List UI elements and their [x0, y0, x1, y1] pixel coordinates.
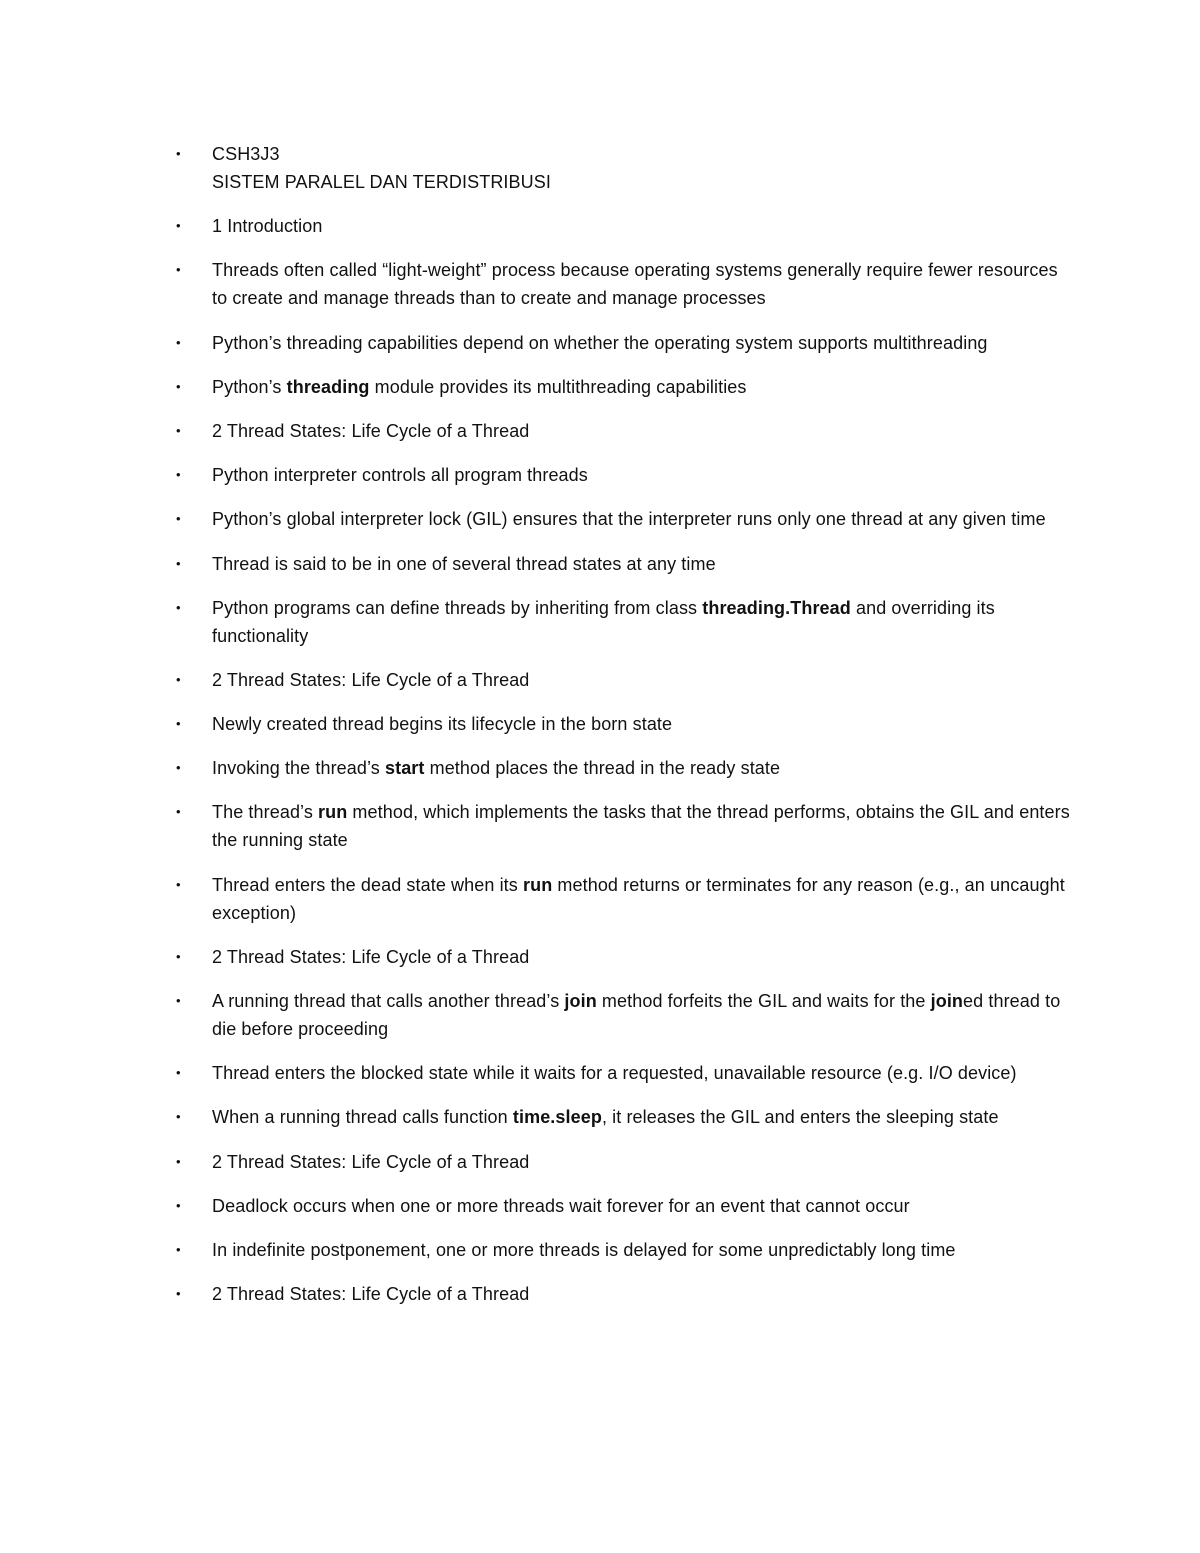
text-line	[212, 754, 1070, 782]
list-item	[170, 1103, 1070, 1131]
bullet-icon: •	[176, 1197, 181, 1213]
list-item-text	[212, 1280, 1070, 1308]
text-line	[212, 666, 1070, 694]
text-run: CSH3J3	[212, 144, 280, 164]
list-item	[170, 1148, 1070, 1176]
list-item-text	[212, 798, 1070, 854]
list-item	[170, 550, 1070, 578]
text-run: module provides its multithreading capabilities	[369, 376, 747, 397]
list-item	[170, 329, 1070, 357]
bullet-icon: •	[176, 993, 181, 1008]
bullet-icon: •	[176, 334, 181, 350]
list-item	[170, 461, 1070, 489]
list-item-text	[212, 1236, 1070, 1264]
list-item-text	[212, 140, 1070, 196]
text-run: A running thread that calls another thread’s	[212, 991, 565, 1011]
list-item	[170, 871, 1070, 927]
text-line	[212, 1103, 1070, 1131]
text-run: 2 Thread States: Life Cycle of a Thread	[212, 1284, 530, 1305]
text-line	[212, 1059, 1070, 1087]
list-item	[170, 256, 1070, 312]
text-run: ed thread to die before proceeding	[212, 991, 1061, 1039]
list-item	[170, 754, 1070, 782]
text-line	[212, 168, 1070, 196]
bullet-icon: •	[176, 422, 181, 438]
bullet-icon: •	[176, 511, 181, 527]
text-run: Python’s threading capabilities depend on whether the operating system supports multithreading	[212, 332, 988, 353]
list-item-text	[212, 943, 1070, 971]
list-item	[170, 1280, 1070, 1308]
list-item	[170, 798, 1070, 854]
text-line	[212, 1280, 1070, 1308]
bullet-icon: •	[176, 1286, 181, 1302]
list-item	[170, 594, 1070, 650]
bold-term: threading.Thread	[702, 597, 851, 618]
list-item	[170, 987, 1070, 1043]
text-line	[212, 798, 1070, 854]
list-item-text	[212, 1148, 1070, 1176]
text-run: Python’s	[212, 376, 287, 397]
text-line	[212, 461, 1070, 489]
bullet-icon: •	[176, 1065, 181, 1081]
text-run: Thread enters the dead state when its	[212, 874, 523, 895]
bold-term: join	[930, 991, 964, 1011]
list-item	[170, 943, 1070, 971]
text-run: , it releases the GIL and enters the sleeping state	[601, 1107, 999, 1128]
text-line	[212, 329, 1070, 357]
list-item-text	[212, 329, 1070, 357]
text-run: 1 Introduction	[212, 216, 323, 237]
text-line	[212, 871, 1070, 927]
list-item	[170, 212, 1070, 240]
list-item	[170, 666, 1070, 694]
list-item-text	[212, 594, 1070, 650]
bold-term: run	[523, 874, 553, 895]
text-line	[212, 1192, 1070, 1220]
text-line	[212, 1236, 1070, 1264]
bullet-icon: •	[176, 218, 181, 234]
bullet-icon: •	[176, 760, 181, 776]
text-line	[212, 710, 1070, 738]
list-item	[170, 1192, 1070, 1220]
bold-term: run	[318, 802, 348, 823]
list-item	[170, 1059, 1070, 1087]
text-run: Python programs can define threads by inheriting from class	[212, 597, 703, 618]
bullet-icon: •	[176, 555, 181, 571]
list-item	[170, 1236, 1070, 1264]
list-item-text	[212, 710, 1070, 738]
bold-term: join	[564, 991, 597, 1011]
list-item	[170, 140, 1070, 196]
text-run: SISTEM PARALEL DAN TERDISTRIBUSI	[212, 172, 551, 192]
list-item-text	[212, 871, 1070, 927]
bullet-icon: •	[176, 146, 181, 161]
list-item-text	[212, 417, 1070, 445]
text-line	[212, 417, 1070, 445]
text-run: Deadlock occurs when one or more threads wait forever for an event that cannot occur	[212, 1195, 910, 1216]
list-item	[170, 710, 1070, 738]
bullet-icon: •	[176, 467, 181, 483]
list-item	[170, 505, 1070, 533]
text-line	[212, 987, 1070, 1043]
list-item-text	[212, 1103, 1070, 1131]
text-run: 2 Thread States: Life Cycle of a Thread	[212, 669, 530, 690]
text-line	[212, 550, 1070, 578]
text-run: Thread is said to be in one of several thread states at any time	[212, 553, 716, 574]
list-item-text	[212, 1059, 1070, 1087]
text-run: The thread’s	[212, 802, 319, 823]
text-run: Threads often called “light-weight” process because operating systems generally require fewer resources to create and manage threads than to create and manage processes	[212, 260, 1058, 309]
bullet-icon: •	[176, 804, 181, 820]
text-run: In indefinite postponement, one or more threads is delayed for some unpredictably long time	[212, 1239, 956, 1260]
text-line	[212, 140, 1070, 168]
bullet-icon: •	[176, 948, 181, 964]
text-run: method, which implements the tasks that the thread performs, obtains the GIL and enters the running state	[212, 802, 1070, 851]
list-item-text	[212, 666, 1070, 694]
list-item-text	[212, 1192, 1070, 1220]
text-run: 2 Thread States: Life Cycle of a Thread	[212, 1151, 530, 1172]
text-line	[212, 212, 1070, 240]
text-run: method returns or terminates for any reason (e.g., an uncaught exception)	[212, 874, 1065, 923]
bullet-icon: •	[176, 876, 181, 892]
list-item-text	[212, 256, 1070, 312]
bullet-icon: •	[176, 599, 181, 615]
text-run: Thread enters the blocked state while it waits for a requested, unavailable resource (e.g. I/O device)	[212, 1063, 1017, 1084]
list-item	[170, 417, 1070, 445]
text-line	[212, 1148, 1070, 1176]
list-item-text	[212, 754, 1070, 782]
text-run: 2 Thread States: Life Cycle of a Thread	[212, 420, 530, 441]
list-item-text	[212, 212, 1070, 240]
bullet-icon: •	[176, 1109, 181, 1125]
text-line	[212, 256, 1070, 312]
text-line	[212, 943, 1070, 971]
bullet-icon: •	[176, 671, 181, 687]
text-run: When a running thread calls function	[212, 1107, 513, 1128]
bold-term: start	[384, 758, 425, 779]
text-line	[212, 373, 1070, 401]
text-run: Invoking the thread’s	[212, 758, 385, 779]
bold-term: time.sleep	[512, 1107, 602, 1128]
bullet-icon: •	[176, 378, 181, 394]
text-line	[212, 594, 1070, 650]
bullet-icon: •	[176, 716, 181, 732]
bullet-icon: •	[176, 262, 181, 278]
list-item-text	[212, 987, 1070, 1043]
text-run: Python’s global interpreter lock (GIL) ensures that the interpreter runs only one thread at any given time	[212, 509, 1046, 530]
text-run: and overriding its functionality	[212, 597, 995, 646]
list-item-text	[212, 550, 1070, 578]
bold-term: threading	[286, 376, 370, 397]
bullet-icon: •	[176, 1153, 181, 1169]
bullet-icon: •	[176, 1241, 181, 1257]
list-item-text	[212, 373, 1070, 401]
list-item-text	[212, 505, 1070, 533]
list-item	[170, 373, 1070, 401]
list-item-text	[212, 461, 1070, 489]
text-run: Newly created thread begins its lifecycle in the born state	[212, 714, 673, 735]
text-run: method forfeits the GIL and waits for the	[596, 991, 931, 1011]
text-run: 2 Thread States: Life Cycle of a Thread	[212, 946, 530, 967]
text-run: method places the thread in the ready state	[424, 758, 781, 779]
bullet-list	[170, 140, 1070, 1324]
text-run: Python interpreter controls all program threads	[212, 465, 588, 486]
text-line	[212, 505, 1070, 533]
